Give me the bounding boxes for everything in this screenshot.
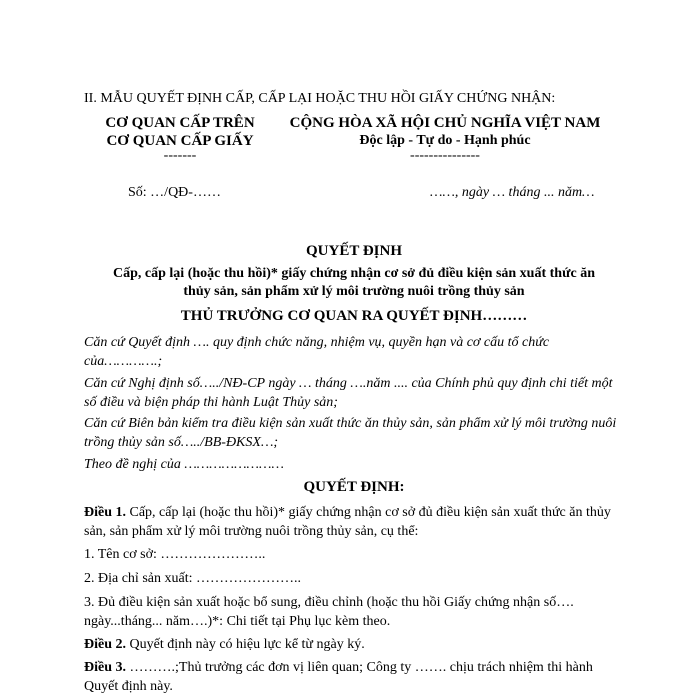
decision-number: Số: …/QĐ-…… (128, 185, 221, 200)
subtitle-line-2: thủy sản, sản phẩm xử lý môi trường nuôi trồng thủy sản (183, 284, 525, 299)
article-1-item-2: 2. Địa chỉ sản xuất: ………………….. (84, 571, 301, 586)
subtitle-line-1: Cấp, cấp lại (hoặc thu hồi)* giấy chứng nhận cơ sở đủ điều kiện sản xuất thức ăn (113, 266, 595, 281)
agency-line-1: CƠ QUAN CẤP TRÊN (105, 115, 255, 131)
article-1 (84, 503, 624, 541)
issuing-authority: THỦ TRƯỞNG CƠ QUAN RA QUYẾT ĐỊNH……… (180, 308, 528, 324)
agency-rule: ------- (163, 148, 197, 163)
article-2-label: Điều 2. (84, 637, 126, 652)
article-2-text: Quyết định này có hiệu lực kể từ ngày ký. (126, 637, 365, 652)
agency-line-2: CƠ QUAN CẤP GIẤY (106, 133, 254, 149)
section-title: II. MẪU QUYẾT ĐỊNH CẤP, CẤP LẠI HOẶC THU HỒI GIẤY CHỨNG NHẬN: (84, 91, 556, 106)
article-1-label: Điều 1. (84, 505, 126, 520)
basis-inspection-report: Căn cứ Biên bản kiểm tra điều kiện sản xuất thức ăn thủy sản, sản phẩm xử lý môi trường nuôi trồng thủy sản số…../BB-ĐKSX…; (84, 416, 617, 450)
article-3-text: ……….;Thủ trưởng các đơn vị liên quan; Công ty ……. chịu trách nhiệm thi hành Quyết định này. (84, 660, 593, 694)
article-3 (84, 658, 624, 696)
basis-decision: Căn cứ Quyết định …. quy định chức năng, nhiệm vụ, quyền hạn và cơ cấu tổ chức của………….; (84, 335, 550, 369)
basis-decree: Căn cứ Nghị định số…../NĐ-CP ngày … tháng ….năm .... của Chính phủ quy định chi tiết một số điều và biện pháp thi hành Luật Thủy sản; (84, 376, 613, 410)
article-1-text: Cấp, cấp lại (hoặc thu hồi)* giấy chứng nhận cơ sở đủ điều kiện sản xuất thức ăn thủy sản, sản phẩm xử lý môi trường nuôi trồng thủy sản, cụ thể: (84, 505, 611, 539)
article-2 (84, 635, 624, 654)
place-date: ……, ngày … tháng ... năm… (430, 185, 595, 200)
document-title: QUYẾT ĐỊNH (306, 243, 402, 259)
national-motto: Độc lập - Tự do - Hạnh phúc (359, 133, 531, 148)
article-1-item-3: 3. Đủ điều kiện sản xuất hoặc bổ sung, điều chỉnh (hoặc thu hồi Giấy chứng nhận số…. ngày...tháng... năm….)*: Chi tiết tại Phụ lục kèm theo. (84, 595, 574, 629)
article-3-label: Điều 3. (84, 660, 126, 675)
motto-rule: --------------- (410, 148, 480, 163)
decision-heading: QUYẾT ĐỊNH: (303, 479, 405, 495)
basis-proposal: Theo đề nghị của …………………… (84, 457, 284, 472)
country-name: CỘNG HÒA XÃ HỘI CHỦ NGHĨA VIỆT NAM (289, 115, 601, 131)
article-1-item-1: 1. Tên cơ sở: ………………….. (84, 547, 266, 562)
